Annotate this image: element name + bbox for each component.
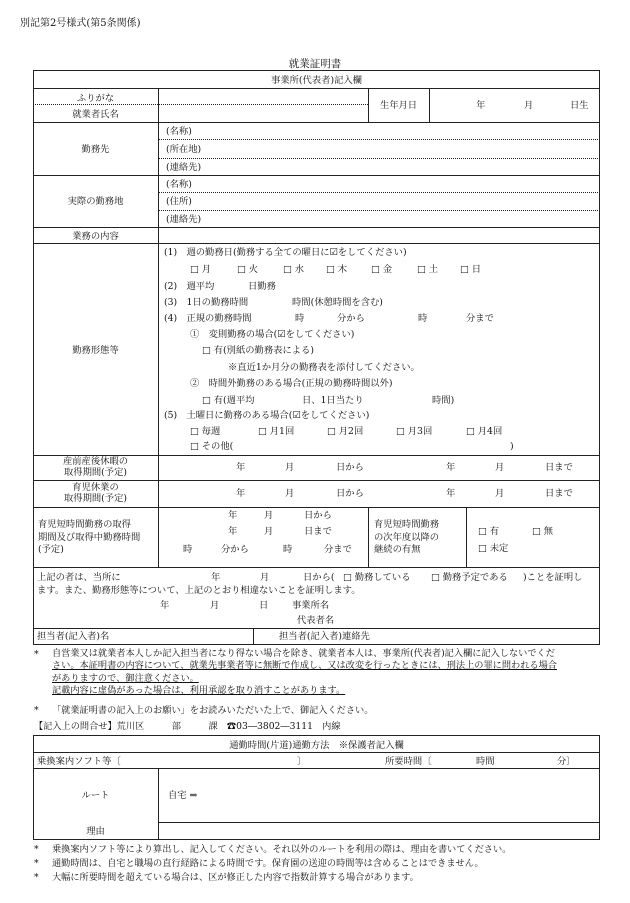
office-name-label: 事業所名 <box>292 600 330 611</box>
required-time-label: 所要時間〔 <box>385 756 432 767</box>
regular-hours-start-min: 分から <box>337 313 365 324</box>
workplace-name-field[interactable]: (名称) <box>166 126 192 137</box>
saturday-other-close: ) <box>510 441 514 452</box>
required-hours[interactable]: 時間 <box>476 756 495 767</box>
regular-hours-label: (4) 正規の勤務時間 <box>164 313 252 324</box>
footnote-star-3: * <box>34 872 39 883</box>
certify-month[interactable]: 月 <box>260 572 270 583</box>
birthdate-label: 生年月日 <box>379 100 418 111</box>
short-from-day[interactable]: 日から <box>304 510 332 521</box>
overtime-checkbox[interactable]: □ 有(週平均 <box>202 395 255 406</box>
footnote-star-2: * <box>34 858 39 869</box>
short-start-min[interactable]: 分から <box>221 544 249 555</box>
inquiry-line: 【記入上の問合せ】荒川区 部 課 ☎03―3802―3111 内線 <box>34 721 341 732</box>
maternity-to-month[interactable]: 月 <box>495 462 505 473</box>
regular-hours-start-hour: 時 <box>295 313 305 324</box>
day-checkbox-thu[interactable]: □ 木 <box>326 264 348 275</box>
irregular-work-note: ※直近1か月分の勤務表を添付してください。 <box>228 362 420 373</box>
day-checkbox-sat[interactable]: □ 土 <box>417 264 439 275</box>
work-days-question: (1) 週の勤務日(勤務する全ての曜日に☑をしてください) <box>164 247 407 258</box>
saturday-once[interactable]: □ 月1回 <box>258 426 295 437</box>
actual-name-field[interactable]: (名称) <box>166 179 192 190</box>
birth-year-field[interactable]: 年 <box>476 100 486 111</box>
saturday-twice[interactable]: □ 月2回 <box>327 426 364 437</box>
page-title: 就業証明書 <box>288 58 342 70</box>
short-time-label: 育児短時間勤務の取得 期間及び取得中勤務時間 (予定) <box>38 519 141 556</box>
actual-address-field[interactable]: (住所) <box>166 196 192 207</box>
childcare-to-year[interactable]: 年 <box>446 488 456 499</box>
route-label: ルート <box>81 790 110 801</box>
certify-line-1: 上記の者は、当所に <box>37 572 121 583</box>
irregular-work-checkbox[interactable]: □ 有(別紙の勤務表による) <box>202 345 314 356</box>
person-in-charge-label: 担当者(記入者)名 <box>37 631 110 642</box>
route-field[interactable]: 自宅 ⇒ <box>168 790 198 801</box>
maternity-from-month[interactable]: 月 <box>285 462 295 473</box>
workplace-contact-field[interactable]: (連絡先) <box>166 162 202 173</box>
reason-label: 理由 <box>86 826 105 837</box>
workplace-address-field[interactable]: (所在地) <box>166 144 202 155</box>
birth-day-field[interactable]: 日生 <box>570 100 589 111</box>
person-contact-label: 担当者(記入者)連絡先 <box>279 631 370 642</box>
maternity-to-year[interactable]: 年 <box>446 462 456 473</box>
short-from-month[interactable]: 月 <box>264 510 274 521</box>
worker-name-label: 就業者氏名 <box>72 109 119 120</box>
childcare-to-month[interactable]: 月 <box>495 488 505 499</box>
overtime-days-unit: 日、1日当たり <box>302 395 364 406</box>
employer-section-header: 事業所(代表者)記入欄 <box>271 75 362 86</box>
job-content-label: 業務の内容 <box>72 231 119 242</box>
maternity-from-day[interactable]: 日から <box>336 462 364 473</box>
required-minutes[interactable]: 分〕 <box>557 756 576 767</box>
certify-year[interactable]: 年 <box>211 572 221 583</box>
certify-date-year[interactable]: 年 <box>160 600 170 611</box>
transit-software-close: 〕 <box>297 756 307 767</box>
daily-hours-unit: 時間(休憩時間を含む) <box>292 297 383 308</box>
childcare-leave-label: 育児休業の 取得期間(予定) <box>63 482 128 505</box>
note-star-1: * <box>34 649 39 660</box>
short-to-month[interactable]: 月 <box>264 526 274 537</box>
maternity-to-day[interactable]: 日まで <box>545 462 573 473</box>
weekly-average-label: (2) 週平均 <box>164 281 215 292</box>
saturday-every-week[interactable]: □ 毎週 <box>190 426 221 437</box>
footnote-1: 乗換案内ソフト等により算出し、記入してください。それ以外のルートを利用の際は、理由を書いてください。 <box>52 844 512 855</box>
work-form-label: 勤務形態等 <box>72 345 119 356</box>
short-start-hour[interactable]: 時 <box>183 544 193 555</box>
short-end-min[interactable]: 分まで <box>324 544 352 555</box>
weekly-average-unit: 日勤務 <box>248 281 276 292</box>
day-checkbox-fri[interactable]: □ 金 <box>371 264 393 275</box>
certify-date-month[interactable]: 月 <box>210 600 220 611</box>
overtime-question: ② 時間外勤務のある場合(正規の勤務時間以外) <box>190 378 393 389</box>
short-next-no[interactable]: □ 無 <box>532 526 554 537</box>
commute-header: 通勤時間(片道)通勤方法 ※保護者記入欄 <box>229 740 404 751</box>
certify-date-day[interactable]: 日 <box>259 600 269 611</box>
overtime-hours-unit: 時間) <box>432 395 455 406</box>
childcare-from-year[interactable]: 年 <box>236 488 246 499</box>
footnote-star-1: * <box>34 844 39 855</box>
birth-month-field[interactable]: 月 <box>524 100 534 111</box>
footnote-3: 大幅に所要時間を超えている場合は、区が修正した内容で指数計算する場合があります。 <box>52 872 419 883</box>
certify-working-checkbox[interactable]: □ 勤務している <box>343 572 411 583</box>
transit-software-label: 乗換案内ソフト等〔 <box>37 756 121 767</box>
childcare-from-day[interactable]: 日から <box>336 488 364 499</box>
childcare-from-month[interactable]: 月 <box>285 488 295 499</box>
furigana-label: ふりがな <box>76 93 115 104</box>
day-checkbox-wed[interactable]: □ 水 <box>283 264 305 275</box>
daily-hours-label: (3) 1日の勤務時間 <box>164 297 249 308</box>
short-next-undecided[interactable]: □ 未定 <box>478 543 509 554</box>
regular-hours-end-hour: 時 <box>418 313 428 324</box>
certify-line-2: ます。また、勤務形態等について、上記のとおり相違ないことを証明します。 <box>37 585 361 596</box>
certify-planned-checkbox[interactable]: □ 勤務予定である <box>431 572 508 583</box>
maternity-from-year[interactable]: 年 <box>236 462 246 473</box>
form-number: 別記第2号様式(第5条関係) <box>20 18 141 29</box>
saturday-thrice[interactable]: □ 月3回 <box>396 426 433 437</box>
saturday-other[interactable]: □ その他( <box>190 441 234 452</box>
day-checkbox-mon[interactable]: □ 月 <box>190 264 212 275</box>
short-to-year[interactable]: 年 <box>228 526 238 537</box>
note-1: 自営業又は就業者本人しか記入担当者になり得ない場合を除き、就業者本人は、事業所(代表者)記入欄に記入しないでくだ さい。本証明書の内容について、就業先事業者等に無断で作成し、又は改変を行ったときには、刑法上の罪に問われる場合 がありますので、御注意ください。 記載内容に虚偽があった場合は、利用承認を取り消すことがあります。 <box>52 648 557 697</box>
short-end-hour[interactable]: 時 <box>283 544 293 555</box>
saturday-four[interactable]: □ 月4回 <box>466 426 503 437</box>
note-2: 「就業証明書の記入上のお願い」をお読みいただいた上で、御記入ください。 <box>52 705 374 716</box>
saturday-work-question: (5) 土曜日に勤務のある場合(☑をしてください) <box>164 410 370 421</box>
employment-certificate-table <box>33 70 600 645</box>
certify-day[interactable]: 日から( <box>303 572 335 583</box>
maternity-leave-label: 産前産後休暇の 取得期間(予定) <box>62 456 129 479</box>
childcare-to-day[interactable]: 日まで <box>545 488 573 499</box>
day-checkbox-sun[interactable]: □ 日 <box>460 264 482 275</box>
footnote-2: 通勤時間は、自宅と職場の直行経路による時間です。保育園の送迎の時間等は含めることはできません。 <box>52 858 484 869</box>
workplace-label: 勤務先 <box>81 144 110 155</box>
short-next-yes[interactable]: □ 有 <box>478 526 500 537</box>
short-from-year[interactable]: 年 <box>228 510 238 521</box>
regular-hours-end-min: 分まで <box>466 313 494 324</box>
note-star-2: * <box>34 705 39 716</box>
short-next-year-label: 育児短時間勤務 の次年度以降の 継続の有無 <box>374 519 440 556</box>
certify-line-1-end: )ことを証明し <box>523 572 583 583</box>
actual-contact-field[interactable]: (連絡先) <box>166 214 202 225</box>
actual-workplace-label: 実際の勤務地 <box>67 196 124 207</box>
representative-name-label: 代表者名 <box>297 615 335 626</box>
irregular-work-question: ① 変則勤務の場合(☑をしてください) <box>190 329 355 340</box>
short-to-day[interactable]: 日まで <box>304 526 332 537</box>
day-checkbox-tue[interactable]: □ 火 <box>237 264 259 275</box>
